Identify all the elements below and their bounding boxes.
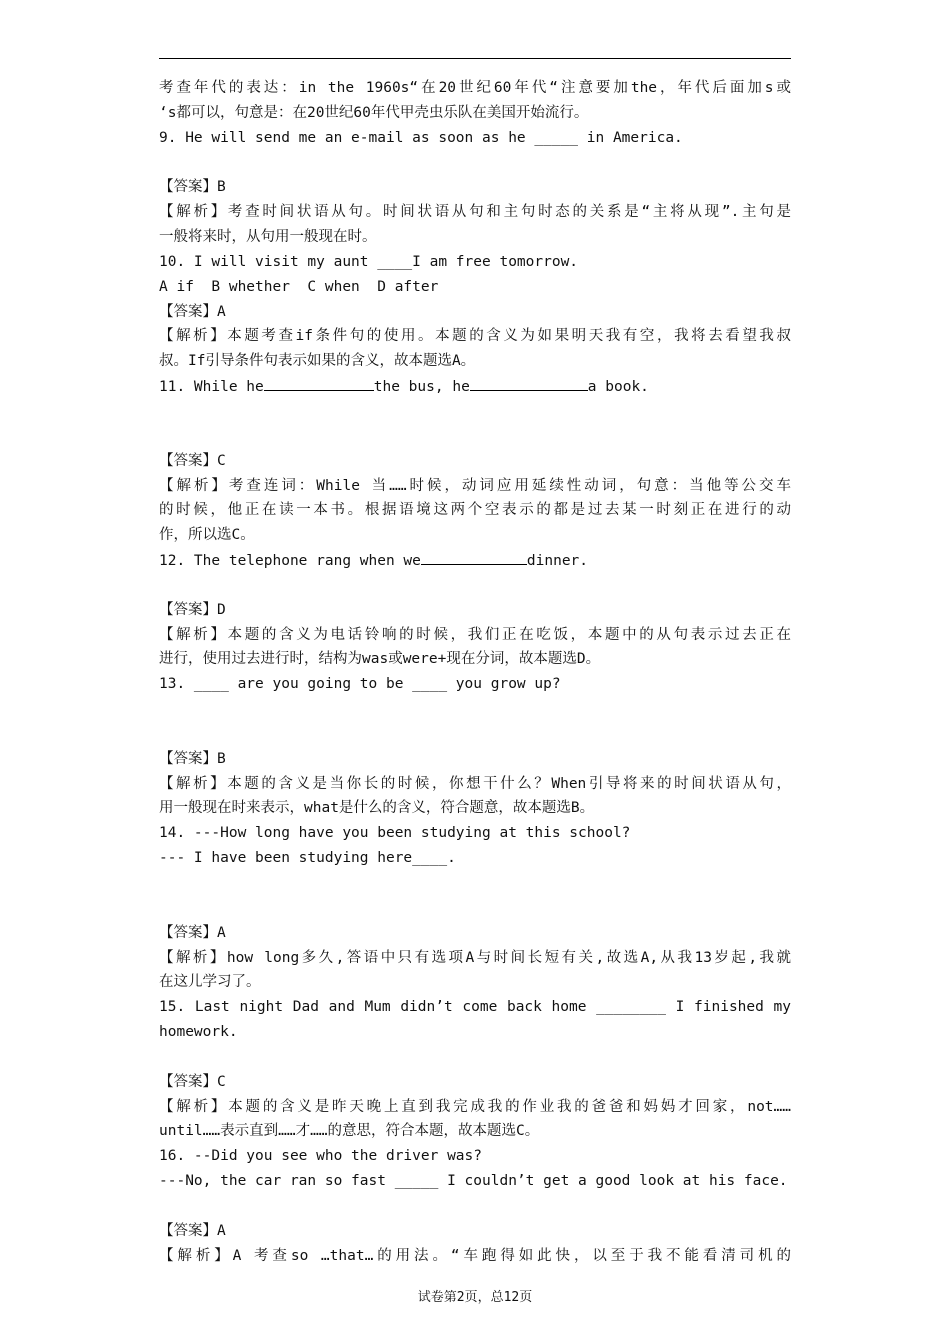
q13-answer: 【答案】B (159, 750, 226, 767)
q14-options-row-2 (159, 896, 791, 921)
q13-stem: 13. ____ are you going to be ____ you grow up? (159, 676, 561, 693)
q11-stem (159, 374, 791, 399)
q14-options-row-1 (159, 871, 791, 896)
q14-stem: 14. ---How long have you been studying at this school? (159, 825, 631, 842)
q16-answer: 【答案】A (159, 1222, 226, 1239)
q13-options-row-1 (159, 697, 791, 722)
q11-analysis-1: 【解析】考查连词：While 当……时候，动词应用延续性动词，句意：当他等公交车 (159, 477, 791, 494)
q12-analysis-1: 【解析】本题的含义为电话铃响的时候，我们正在吃饭，本题中的从句表示过去正在 (159, 626, 791, 643)
q14-analysis-2: 在这儿学习了。 (159, 974, 261, 991)
header-rule (159, 58, 791, 59)
q11-blank-1 (264, 374, 374, 391)
q9-stem: 9. He will send me an e-mail as soon as he _____ in America. (159, 129, 683, 146)
q11-analysis-3: 作，所以选C。 (159, 527, 255, 544)
intro-line-1: 考查年代的表达：in the 1960s“在20世纪60年代“注意要加the，年代后面加s或 (159, 80, 791, 96)
q14-analysis-1: 【解析】how long多久,答语中只有选项A与时间长短有关,故选A,从我13岁起,我就 (159, 949, 791, 966)
q10-analysis-2: 叔。If引导条件句表示如果的含义，故本题选A。 (159, 353, 476, 370)
intro-line-2: ‘s都可以，句意是：在20世纪60年代甲壳虫乐队在美国开始流行。 (159, 104, 589, 121)
q12-stem-part-1: 12. The telephone rang when we (159, 553, 421, 570)
q11-stem-part-1: 11. While he (159, 379, 264, 396)
q11-stem-part-2: the bus, he (373, 379, 470, 396)
q12-options (159, 573, 791, 598)
q15-options (159, 1045, 791, 1070)
q12-blank (421, 548, 527, 565)
q13-analysis-1: 【解析】本题的含义是当你长的时候，你想干什么？When引导将来的时间状语从句， (159, 775, 791, 792)
q13-options-row-2 (159, 722, 791, 747)
q15-stem-2: homework. (159, 1024, 238, 1041)
q11-blank-2 (470, 374, 588, 391)
q10-answer: 【答案】A (159, 303, 226, 320)
document-body (159, 76, 791, 1269)
q12-stem (159, 548, 791, 573)
q9-analysis-1: 【解析】考查时间状语从句。时间状语从句和主句时态的关系是“主将从现”.主句是 (159, 204, 791, 221)
q11-stem-part-3: a book. (587, 379, 649, 396)
q15-answer: 【答案】C (159, 1073, 226, 1090)
q9-options (159, 151, 791, 176)
q12-stem-part-2: dinner. (526, 553, 589, 570)
q16-stem: 16. --Did you see who the driver was? (159, 1148, 483, 1165)
q9-analysis-2: 一般将来时，从句用一般现在时。 (159, 229, 377, 246)
q15-analysis-1: 【解析】本题的含义是昨天晚上直到我完成我的作业我的爸爸和妈妈才回家，not…… (159, 1098, 791, 1115)
q10-analysis-1: 【解析】本题考查if条件句的使用。本题的含义为如果明天我有空，我将去看望我叔 (159, 328, 791, 345)
q12-answer: 【答案】D (159, 601, 226, 618)
q14-answer: 【答案】A (159, 924, 226, 941)
q11-analysis-2: 的时候，他正在读一本书。根据语境这两个空表示的都是过去某一时刻正在进行的动 (159, 502, 791, 519)
q11-answer: 【答案】C (159, 452, 226, 469)
q13-analysis-2: 用一般现在时来表示，what是什么的含义，符合题意，故本题选B。 (159, 800, 595, 817)
page-footer: 试卷第2页，总12页 (417, 1290, 533, 1305)
q12-analysis-2: 进行，使用过去进行时，结构为was或were+现在分词，故本题选D。 (159, 651, 601, 668)
q16-reply: ---No, the car ran so fast _____ I couldn’t get a good look at his face. (159, 1173, 788, 1190)
q11-options-row-2 (159, 424, 791, 449)
q15-analysis-2: until……表示直到……才……的意思，符合本题，故本题选C。 (159, 1123, 540, 1140)
q10-options: A if B whether C when D after (159, 278, 439, 295)
q15-stem-1: 15. Last night Dad and Mum didn’t come back home ________ I finished my (159, 999, 791, 1016)
q16-options (159, 1194, 791, 1219)
q11-options-row-1 (159, 399, 791, 424)
q10-stem: 10. I will visit my aunt ____I am free tomorrow. (159, 253, 579, 270)
q16-analysis-1: 【解析】A 考查so …that…的用法。“车跑得如此快，以至于我不能看清司机的 (159, 1247, 791, 1264)
q9-answer: 【答案】B (159, 179, 226, 196)
q14-reply: --- I have been studying here____. (159, 850, 456, 867)
